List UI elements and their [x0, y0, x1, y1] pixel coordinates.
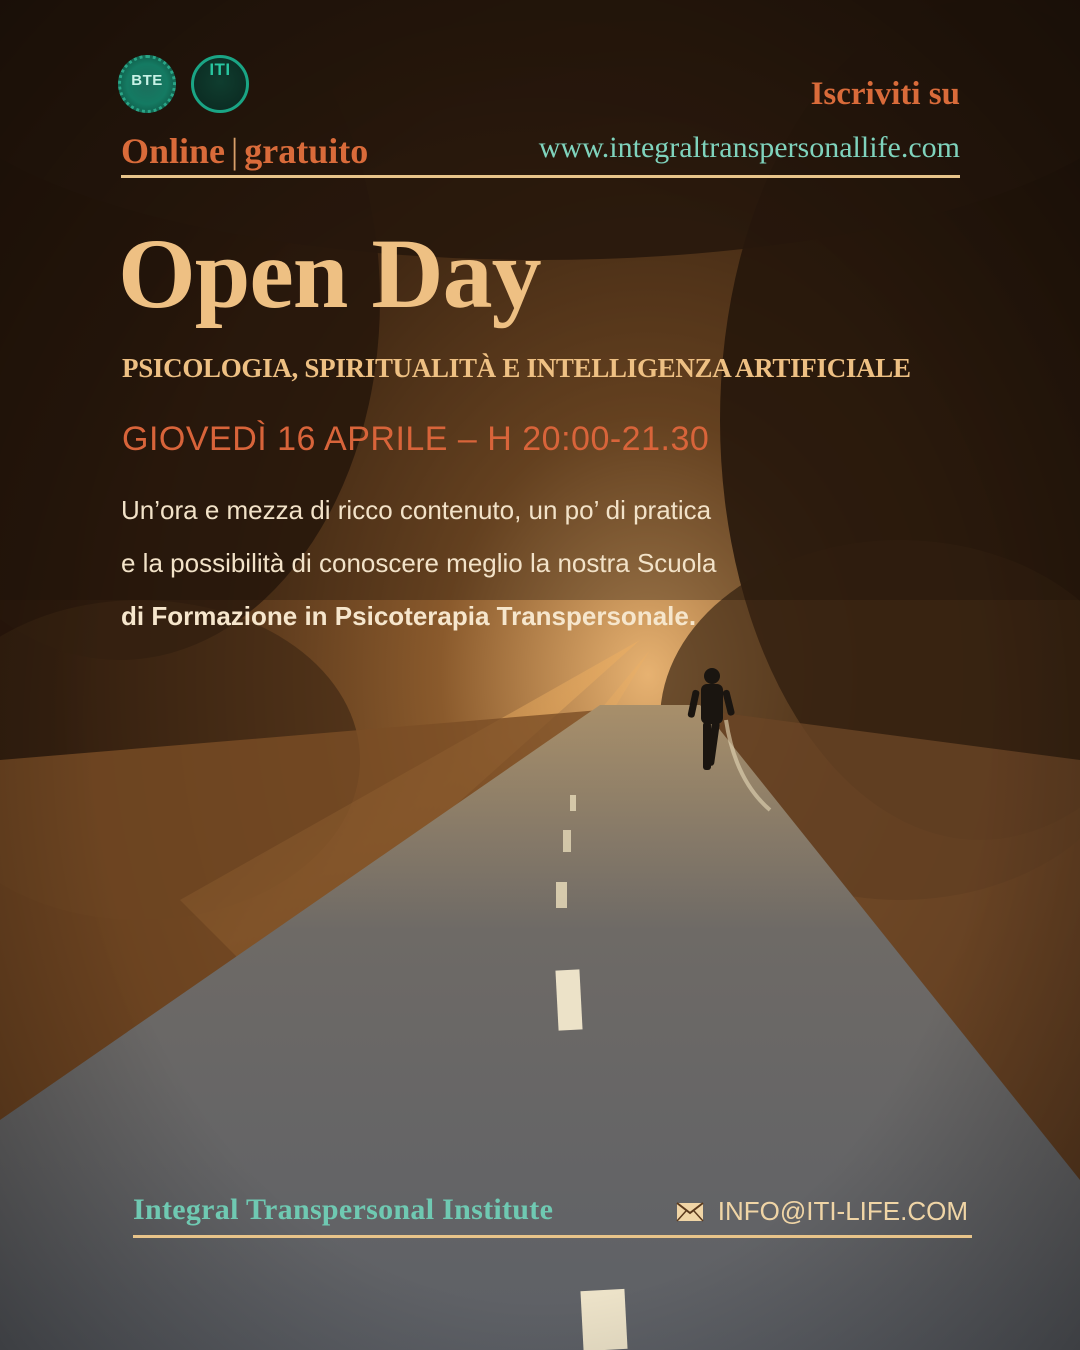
contact-email[interactable]: [676, 1196, 968, 1227]
signup-label: Iscriviti su: [810, 76, 960, 112]
bottom-divider: [133, 1235, 972, 1238]
format-separator: |: [231, 131, 239, 171]
signup-url-link[interactable]: www.integraltranspersonallife.com: [538, 131, 960, 164]
bte-logo: [118, 55, 176, 113]
envelope-icon: [676, 1202, 704, 1222]
iti-logo: [191, 55, 249, 113]
event-datetime: GIOVEDÌ 16 APRILE – H 20:00-21.30: [122, 420, 710, 458]
description-line: di Formazione in Psicoterapia Transpersonale.: [121, 601, 697, 631]
format-free: gratuito: [244, 131, 369, 171]
organization-name: Integral Transpersonal Institute: [133, 1193, 554, 1226]
event-title: Open Day: [118, 218, 541, 329]
top-divider: [121, 175, 960, 178]
bte-logo-text: BTE: [131, 72, 163, 89]
event-subtitle: PSICOLOGIA, SPIRITUALITÀ E INTELLIGENZA ARTIFICIALE: [122, 353, 911, 383]
format-tag: [121, 130, 368, 172]
iti-logo-text: ITI: [209, 60, 231, 79]
format-online: Online: [121, 131, 226, 171]
email-address: INFO@ITI-LIFE.COM: [717, 1196, 968, 1226]
description-line: Un’ora e mezza di ricco contenuto, un po’ di pratica: [121, 495, 712, 525]
description-line: e la possibilità di conoscere meglio la nostra Scuola: [121, 548, 717, 578]
event-description: [121, 484, 881, 643]
